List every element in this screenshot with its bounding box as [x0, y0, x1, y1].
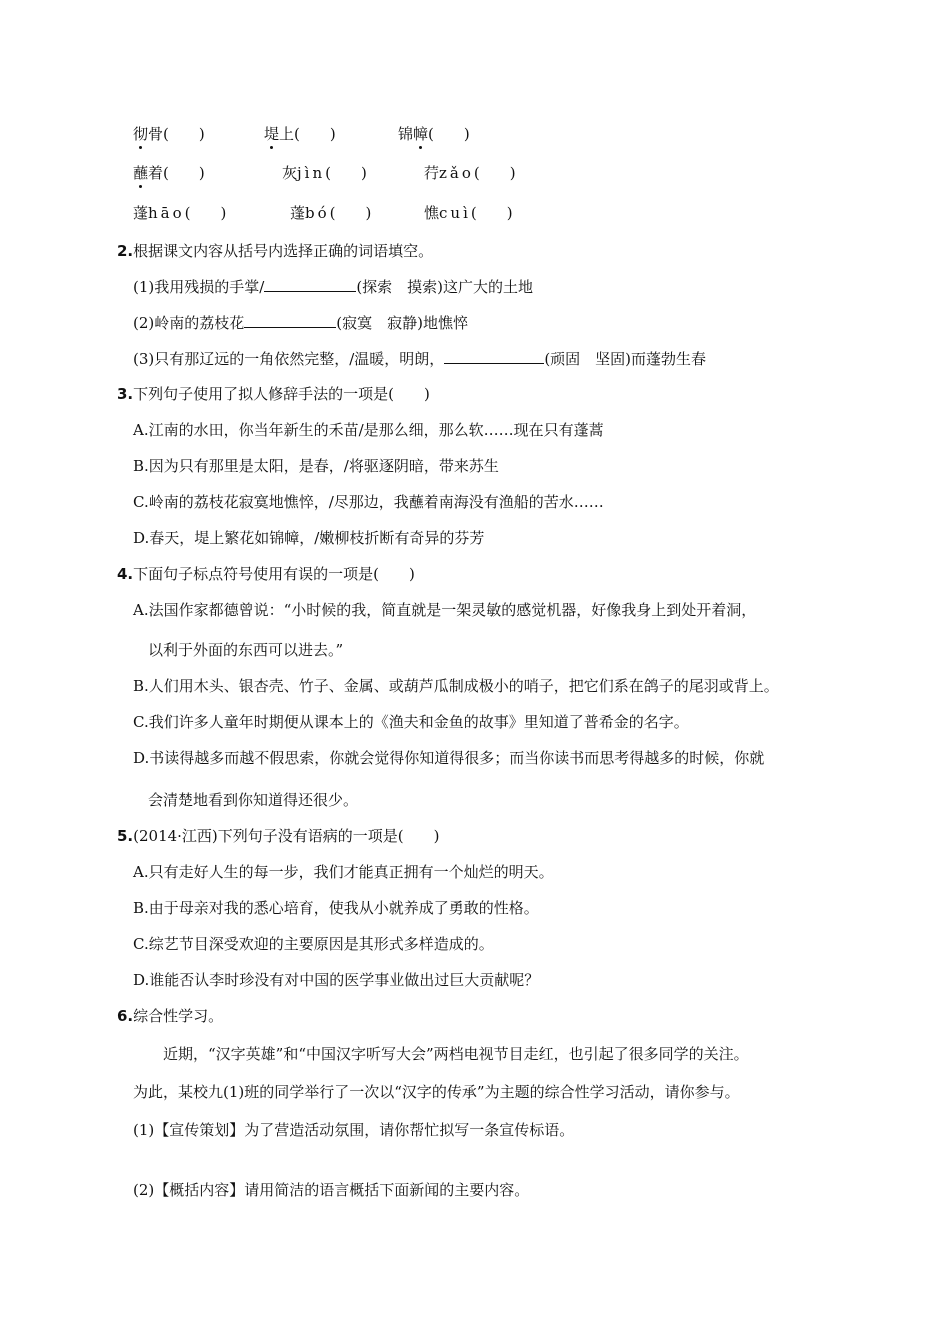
option-line: C.岭南的荔枝花寂寞地憔悴，/尽那边，我蘸着南海没有渔船的苦水……: [133, 493, 604, 511]
fill-item: [133, 348, 706, 369]
option-line: D.书读得越多而越不假思索，你就会觉得你知道得很多；而当你读书而思考得越多的时候，你就: [133, 749, 765, 767]
option-line: B.人们用木头、银杏壳、竹子、金属、或葫芦瓜制成极小的哨子，把它们系在鸽子的尾羽或背上。: [133, 677, 779, 695]
option-line: D.春天，堤上繁花如锦幛，/嫩柳枝折断有奇异的芬芳: [133, 529, 485, 547]
question-text: 综合性学习。: [133, 1007, 224, 1025]
pinyin-text: bó: [305, 204, 330, 222]
pinyin-item: [133, 203, 226, 223]
question-number: 5.: [117, 827, 134, 845]
pinyin-blank: 着( ): [148, 164, 205, 182]
question-4-stem: [117, 564, 415, 584]
paragraph-line: 近期，“汉字英雄”和“中国汉字听写大会”两档电视节目走红，也引起了很多同学的关注。: [163, 1045, 749, 1063]
pinyin-item: [133, 163, 205, 183]
question-number: 6.: [117, 1007, 134, 1025]
pinyin-blank: ( ): [473, 164, 516, 182]
plain-char: 荇: [424, 164, 440, 182]
dotted-char: 堤: [264, 125, 280, 143]
answer-blank[interactable]: [444, 348, 544, 364]
question-text: 根据课文内容从括号内选择正确的词语填空。: [133, 242, 434, 260]
dotted-char: 蘸: [133, 164, 149, 182]
pinyin-blank: ( ): [184, 204, 227, 222]
question-text: 下面句子标点符号使用有误的一项是( ): [133, 565, 415, 583]
pinyin-text: jìn: [297, 164, 326, 182]
pinyin-blank: ( ): [428, 125, 470, 143]
question-number: 3.: [117, 385, 134, 403]
question-number: 4.: [117, 565, 134, 583]
question-text: (2014·江西)下列句子没有语病的一项是( ): [133, 827, 440, 845]
fill-item: [133, 312, 468, 333]
pinyin-blank: ( ): [329, 204, 372, 222]
pinyin-item: [398, 124, 470, 144]
option-line: C.综艺节目深受欢迎的主要原因是其形式多样造成的。: [133, 935, 494, 953]
answer-blank[interactable]: [264, 276, 356, 292]
option-line: B.由于母亲对我的悉心培育，使我从小就养成了勇敢的性格。: [133, 899, 539, 917]
pinyin-blank: 骨( ): [148, 125, 205, 143]
answer-blank[interactable]: [244, 312, 336, 328]
pinyin-item: [424, 163, 516, 183]
pinyin-blank: ( ): [325, 164, 367, 182]
fill-text: (1)我用残损的手掌/: [133, 278, 265, 296]
fill-text: (顽固 坚固)而蓬勃生春: [544, 350, 707, 368]
question-text: 下列句子使用了拟人修辞手法的一项是( ): [133, 385, 430, 403]
fill-text: (探索 摸索)这广大的土地: [356, 278, 534, 296]
pinyin-item: [264, 124, 336, 144]
plain-char: 锦: [398, 125, 414, 143]
fill-text: (寂寞 寂静)地憔悴: [336, 314, 468, 332]
option-line-continued: 以利于外面的东西可以进去。”: [148, 641, 344, 659]
pinyin-item: [290, 203, 371, 223]
dotted-char: 幛: [413, 125, 429, 143]
question-5-stem: [117, 826, 440, 846]
question-3-stem: [117, 384, 430, 404]
option-line-continued: 会清楚地看到你知道得还很少。: [148, 791, 359, 809]
question-6-stem: [117, 1006, 223, 1026]
question-2-stem: [117, 241, 433, 261]
pinyin-item: [133, 124, 205, 144]
option-line: B.因为只有那里是太阳，是春，/将驱逐阴暗，带来苏生: [133, 457, 499, 475]
sub-question: (1)【宣传策划】为了营造活动氛围，请你帮忙拟写一条宣传标语。: [133, 1121, 575, 1139]
fill-text: (2)岭南的荔枝花: [133, 314, 245, 332]
pinyin-item: [282, 163, 367, 183]
option-line: A.只有走好人生的每一步，我们才能真正拥有一个灿烂的明天。: [133, 863, 554, 881]
option-line: D.谁能否认李时珍没有对中国的医学事业做出过巨大贡献呢？: [133, 971, 540, 989]
pinyin-text: hāo: [148, 204, 185, 222]
question-number: 2.: [117, 242, 134, 260]
fill-text: (3)只有那辽远的一角依然完整，/温暖，明朗，: [133, 350, 445, 368]
plain-char: 憔: [424, 204, 440, 222]
paragraph-line: 为此，某校九(1)班的同学举行了一次以“汉字的传承”为主题的综合性学习活动，请你参与。: [133, 1083, 740, 1101]
pinyin-text: zǎo: [439, 164, 474, 182]
option-line: C.我们许多人童年时期便从课本上的《渔夫和金鱼的故事》里知道了普希金的名字。: [133, 713, 689, 731]
plain-char: 蓬: [290, 204, 306, 222]
option-line: A.江南的水田，你当年新生的禾苗/是那么细，那么软……现在只有蓬蒿: [133, 421, 604, 439]
pinyin-item: [424, 203, 513, 223]
option-line: A.法国作家都德曾说：“小时候的我，简直就是一架灵敏的感觉机器，好像我身上到处开着洞，: [133, 601, 757, 619]
fill-item: [133, 276, 533, 297]
dotted-char: 彻: [133, 125, 149, 143]
pinyin-blank: 上( ): [279, 125, 336, 143]
plain-char: 灰: [282, 164, 298, 182]
pinyin-text: cuì: [439, 204, 471, 222]
plain-char: 蓬: [133, 204, 149, 222]
sub-question: (2)【概括内容】请用简洁的语言概括下面新闻的主要内容。: [133, 1181, 530, 1199]
pinyin-blank: ( ): [470, 204, 513, 222]
